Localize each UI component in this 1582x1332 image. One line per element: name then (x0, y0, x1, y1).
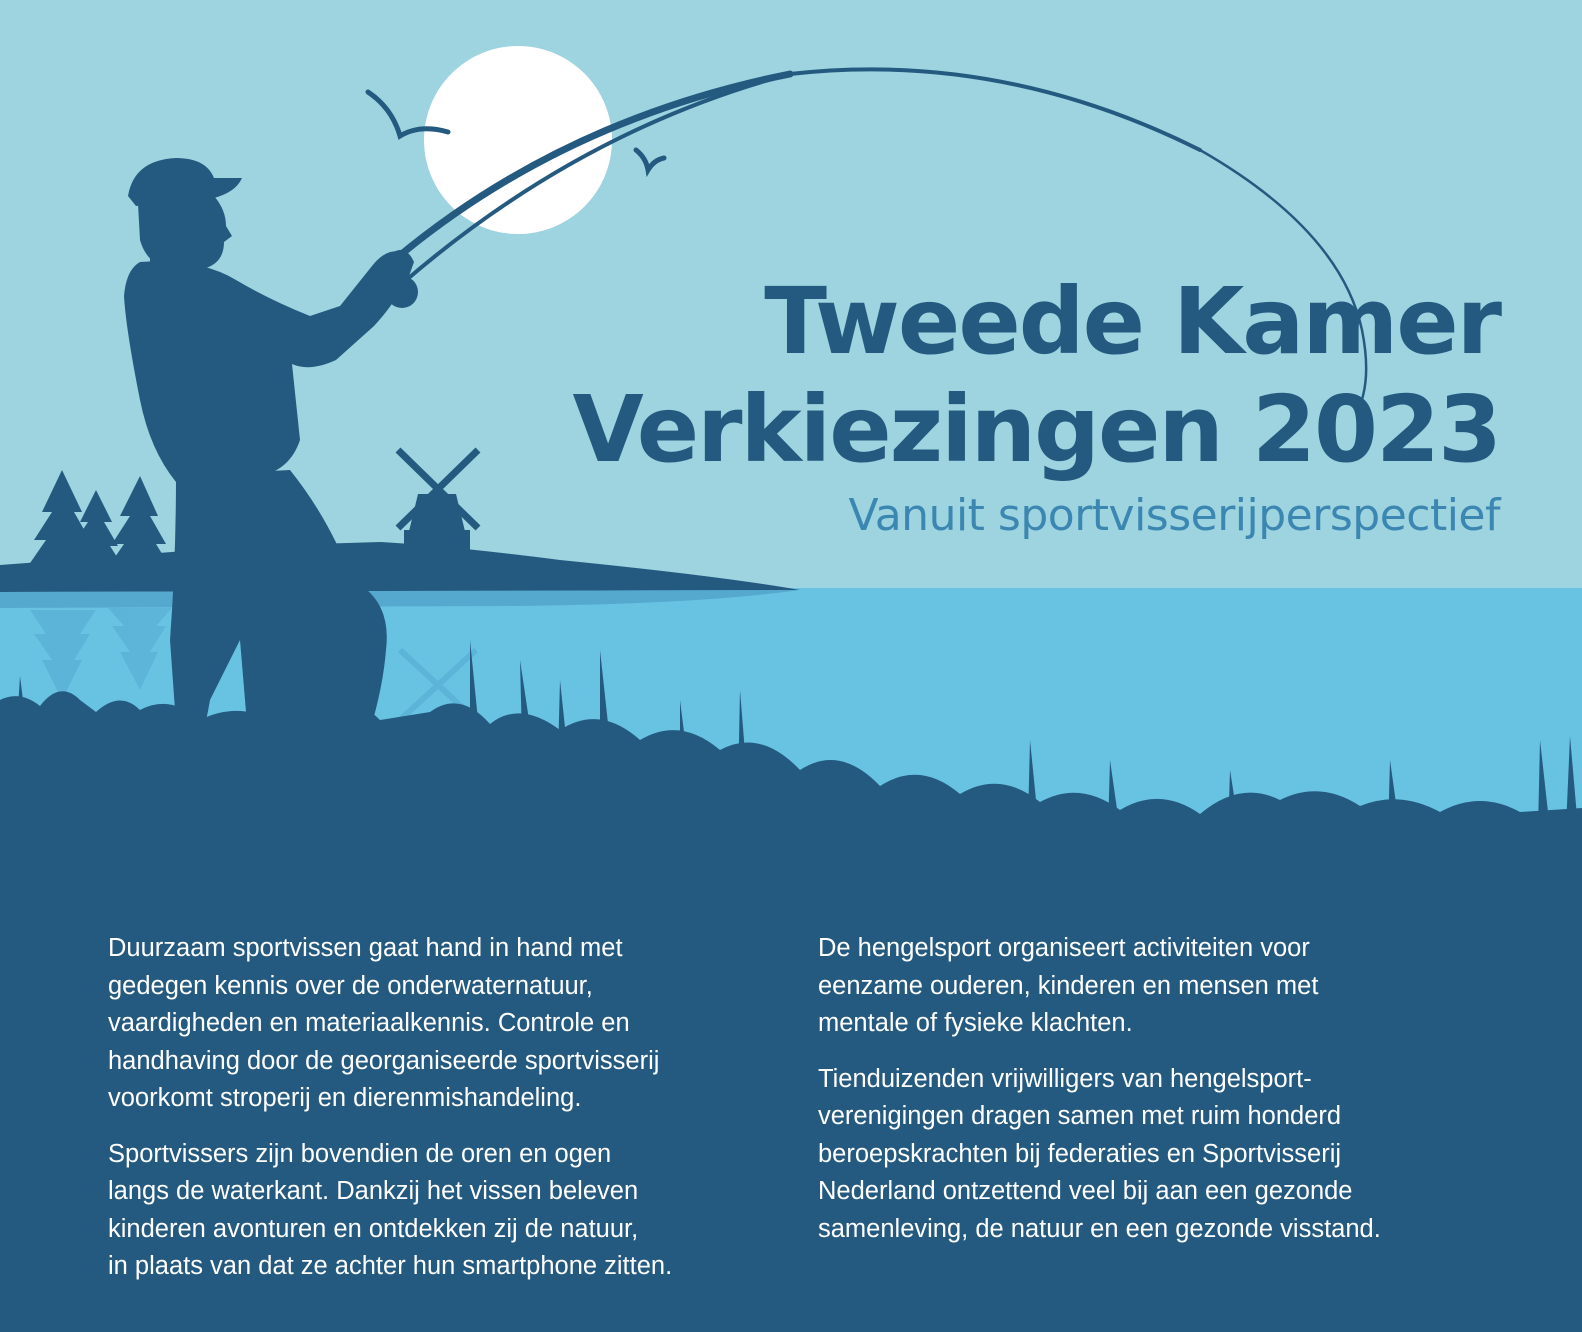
page-title-line-1: Tweede Kamer (764, 268, 1500, 375)
page-title-line-2: Verkiezingen 2023 (572, 376, 1500, 483)
left-paragraph-1: Duurzaam sportvissen gaat hand in hand met gedegen kennis over de onderwaternatuur, vaardigheden en materiaalkennis. Controle en handhaving door de georganiseerde sportvisserij voorkomt stroperij en dierenmishandeling. (108, 934, 660, 1112)
right-paragraph-2: Tienduizenden vrijwilligers van hengelsport- verenigingen dragen samen met ruim honderd beroepskrachten bij federaties en Sportvisserij Nederland ontzettend veel bij aan een gezonde samenleving, de natuur en een gezonde visstand. (818, 1064, 1381, 1243)
right-text-column (818, 930, 1508, 1266)
page-subtitle: Vanuit sportvisserijperspectief (848, 490, 1500, 541)
left-paragraph-2: Sportvissers zijn bovendien de oren en ogen langs de waterkant. Dankzij het vissen beleven kinderen avonturen en ontdekken zij de natuur, in plaats van dat ze achter hun smartphone zitten. (108, 1139, 673, 1280)
title-block (500, 268, 1500, 544)
right-paragraph-1: De hengelsport organiseert activiteiten voor eenzame ouderen, kinderen en mensen met mentale of fysieke klachten. (818, 934, 1319, 1037)
left-text-column (108, 930, 788, 1304)
